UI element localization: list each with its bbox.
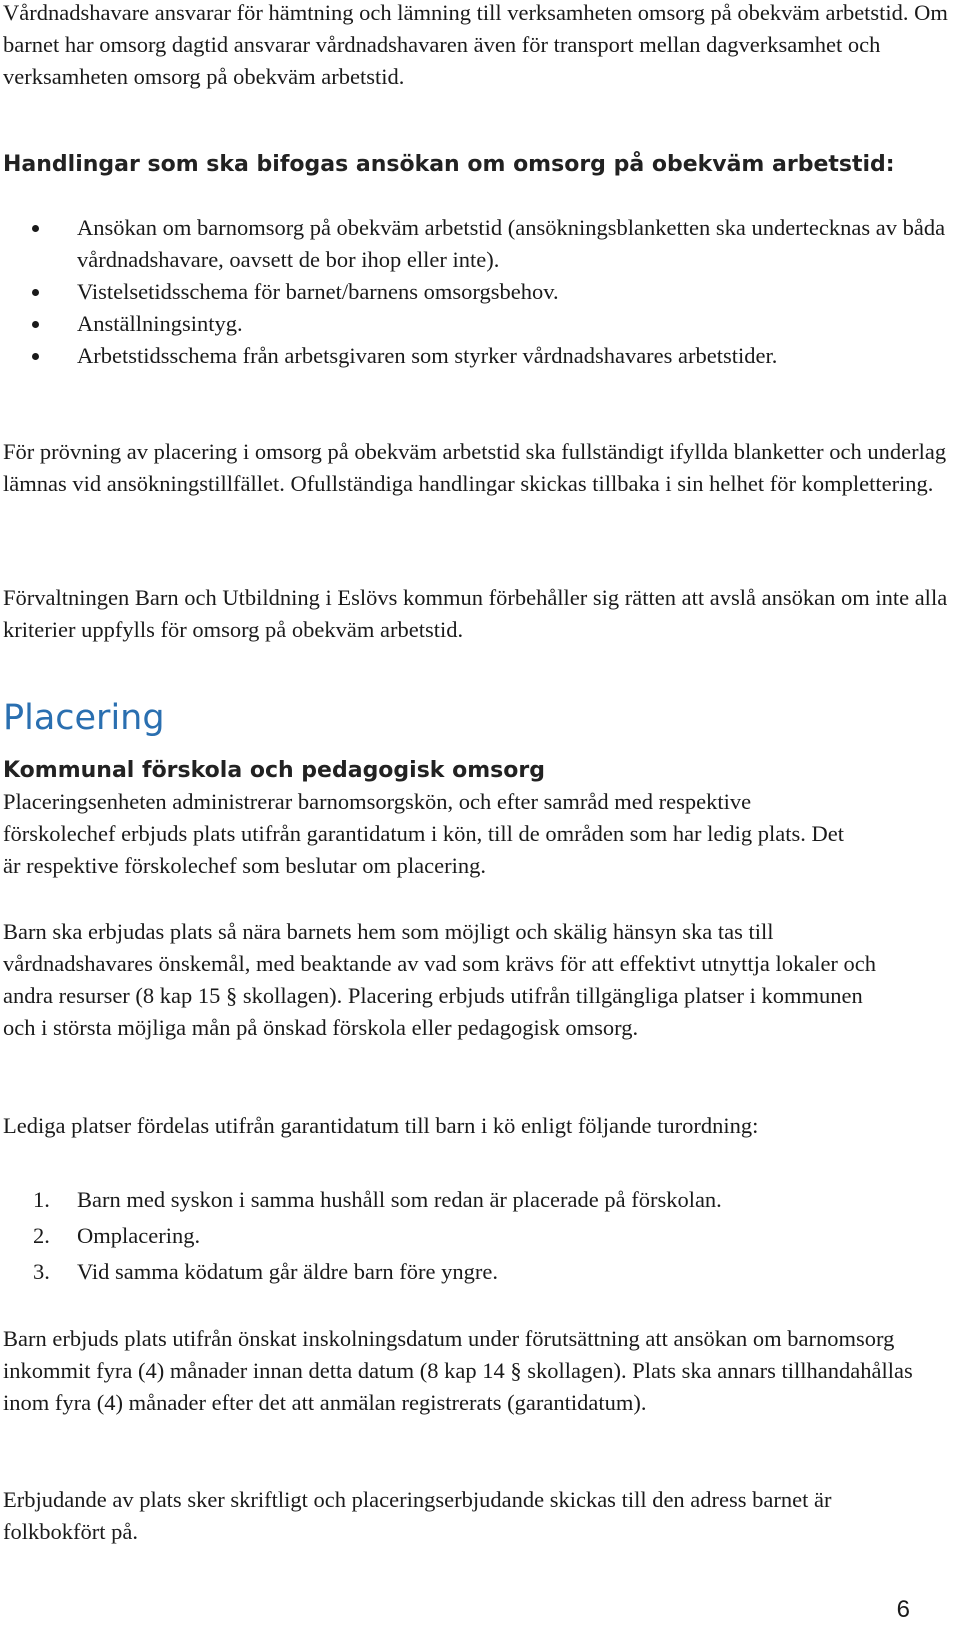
placering-paragraph-1: Placeringsenheten administrerar barnomsorgskön, och efter samråd med respektive förskolechef erbjuds plats utifrån garantidatum i kön, till de områden som har ledig plats. Det är respektive förskolechef som beslutar om placering. (3, 789, 845, 878)
bullet-icon (32, 321, 39, 328)
list-item: 2. Omplacering. (33, 1223, 201, 1248)
bullet-icon (32, 353, 39, 360)
page-number: 6 (896, 1596, 910, 1623)
placering-paragraph-5: Erbjudande av plats sker skriftligt och placeringserbjudande skickas till den adress barnet är folkbokfört på. (3, 1487, 832, 1544)
list-item: Vistelsetidsschema för barnet/barnens omsorgsbehov. (3, 276, 953, 308)
list-item: Arbetstidsschema från arbetsgivaren som styrker vårdnadshavares arbetstider. (3, 340, 953, 372)
list-item: 1. Barn med syskon i samma hushåll som redan är placerade på förskolan. (33, 1187, 722, 1212)
review-paragraph: För prövning av placering i omsorg på obekväm arbetstid ska fullständigt ifyllda blanketter och underlag lämnas vid ansökningstillfället. Ofullständiga handlingar skickas tillbaka i sin helhet för komplettering. (3, 439, 947, 496)
placering-paragraph-3: Lediga platser fördelas utifrån garantidatum till barn i kö enligt följande turordning: (3, 1113, 759, 1138)
intro-paragraph: Vårdnadshavare ansvarar för hämtning och lämning till verksamheten omsorg på obekväm arbetstid. Om barnet har omsorg dagtid ansvarar vårdnadshavaren även för transport mellan dagverksamhet och verksamheten omsorg på obekväm arbetstid. (3, 0, 948, 89)
bullet-icon (32, 225, 39, 232)
list-item: 3. Vid samma ködatum går äldre barn före yngre. (33, 1259, 498, 1284)
section-heading-placering: Placering (3, 698, 165, 738)
documents-list (3, 212, 953, 372)
placering-paragraph-2: Barn ska erbjudas plats så nära barnets hem som möjligt och skälig hänsyn ska tas till vårdnadshavares önskemål, med beaktande av vad som krävs för att effektivt utnyttja lokaler och andra resurser (8 kap 15 § skollagen). Placering erbjuds utifrån tillgängliga platser i kommunen och i största möjliga mån på önskad förskola eller pedagogisk omsorg. (3, 919, 877, 1040)
subheading-kommunal: Kommunal förskola och pedagogisk omsorg (3, 758, 545, 783)
order-list (3, 1182, 953, 1290)
deny-paragraph: Förvaltningen Barn och Utbildning i Eslövs kommun förbehåller sig rätten att avslå ansökan om inte alla kriterier uppfylls för omsorg på obekväm arbetstid. (3, 585, 948, 642)
placering-paragraph-4: Barn erbjuds plats utifrån önskat inskolningsdatum under förutsättning att ansökan om barnomsorg inkommit fyra (4) månader innan detta datum (8 kap 14 § skollagen). Plats ska annars tillhandahållas inom fyra (4) månader efter det att anmälan registrerats (garantidatum). (3, 1326, 913, 1415)
list-item: Anställningsintyg. (3, 308, 953, 340)
bullet-icon (32, 289, 39, 296)
documents-heading: Handlingar som ska bifogas ansökan om omsorg på obekväm arbetstid: (3, 152, 895, 177)
list-item: Ansökan om barnomsorg på obekväm arbetstid (ansökningsblanketten ska undertecknas av båda vårdnadshavare, oavsett de bor ihop eller inte). (3, 212, 953, 276)
